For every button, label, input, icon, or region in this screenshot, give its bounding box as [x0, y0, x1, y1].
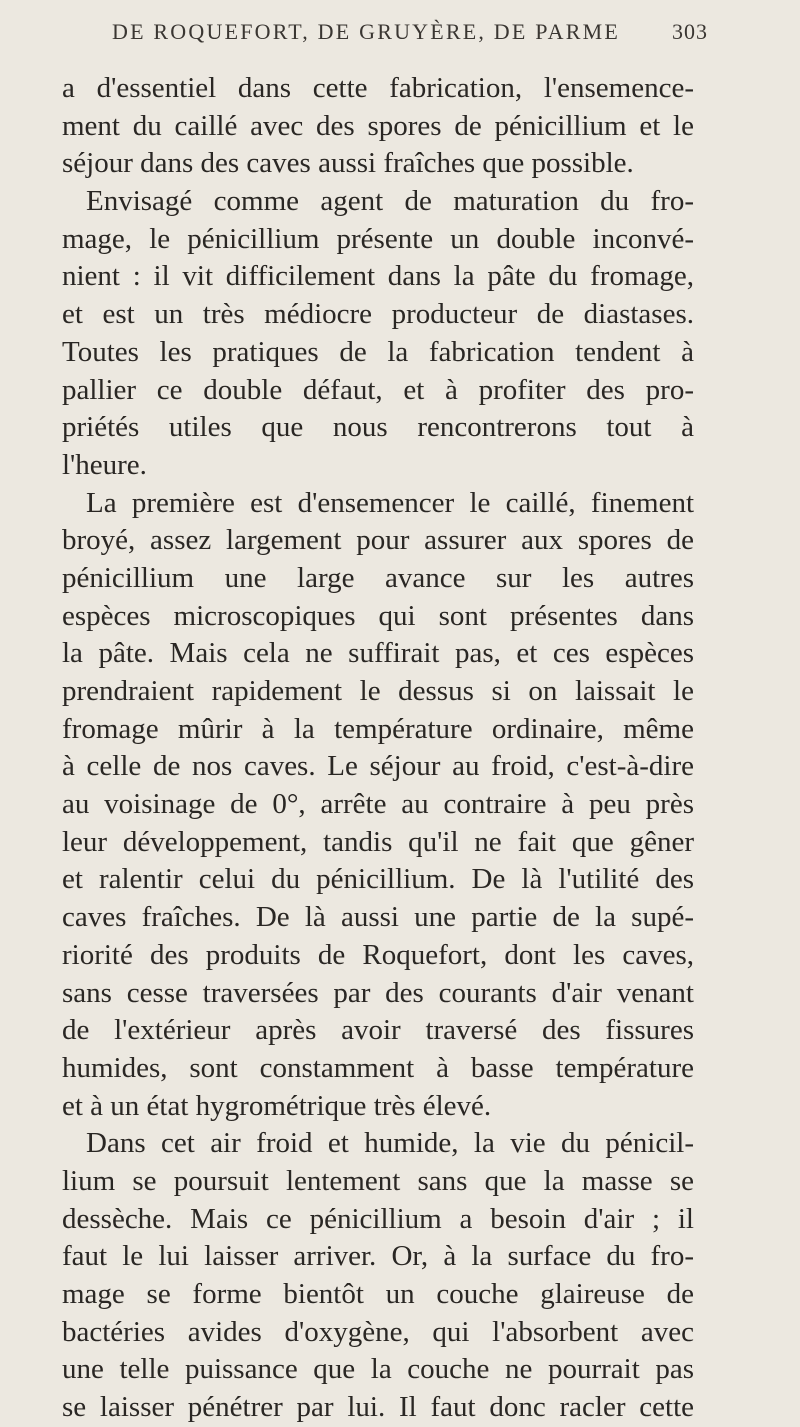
text-line: a d'essentiel dans cette fabrication, l'ensemence- — [62, 72, 694, 104]
text-line: faut le lui laisser arriver. Or, à la surface du fro- — [62, 1240, 694, 1273]
page-number: 303 — [672, 19, 708, 44]
text-line: humides, sont constamment à basse température — [62, 1051, 694, 1084]
text-line: et est un très médiocre producteur de diastases. — [62, 298, 694, 331]
text-line: lium se poursuit lentement sans que la masse se — [62, 1164, 694, 1197]
body-text — [62, 70, 694, 1427]
text-line: riorité des produits de Roquefort, dont les caves, — [62, 938, 694, 971]
text-line: mage se forme bientôt un couche glaireuse de — [62, 1278, 694, 1310]
paragraph — [62, 183, 694, 485]
paragraph — [62, 1125, 694, 1427]
text-line: broyé, assez largement pour assurer aux spores de — [62, 524, 694, 557]
text-line: ment du caillé avec des spores de pénicillium et le — [62, 109, 694, 142]
text-line: et à un état hygrométrique très élevé. — [62, 1089, 492, 1122]
text-line: pallier ce double défaut, et à profiter des pro- — [62, 373, 694, 406]
text-line: la pâte. Mais cela ne suffirait pas, et ces espèces — [62, 637, 694, 670]
text-line: priétés utiles que nous rencontrerons tout à — [62, 411, 694, 444]
text-line: pénicillium une large avance sur les autres — [62, 561, 694, 594]
text-line: mage, le pénicillium présente un double inconvé- — [62, 222, 694, 255]
text-line: espèces microscopiques qui sont présentes dans — [62, 599, 694, 632]
text-line: leur développement, tandis qu'il ne fait que gêner — [62, 825, 694, 858]
text-line: Toutes les pratiques de la fabrication tendent à — [62, 335, 694, 368]
running-head — [112, 12, 708, 52]
text-line: se laisser pénétrer par lui. Il faut donc racler cette — [62, 1391, 694, 1424]
text-line: à celle de nos caves. Le séjour au froid, c'est-à-dire — [62, 750, 694, 783]
text-line: de l'extérieur après avoir traversé des fissures — [62, 1014, 694, 1047]
text-line: Envisagé comme agent de maturation du fro- — [86, 185, 694, 218]
text-line: et ralentir celui du pénicillium. De là l'utilité des — [62, 863, 694, 896]
text-line: fromage mûrir à la température ordinaire, même — [62, 712, 694, 745]
paragraph — [62, 70, 694, 183]
text-line: bactéries avides d'oxygène, qui l'absorbent avec — [62, 1315, 694, 1348]
text-line: une telle puissance que la couche ne pourrait pas — [62, 1353, 694, 1386]
text-line: au voisinage de 0°, arrête au contraire à peu près — [62, 788, 694, 821]
paragraph — [62, 485, 694, 1126]
text-line: Dans cet air froid et humide, la vie du pénicil- — [86, 1127, 694, 1160]
running-title: DE ROQUEFORT, DE GRUYÈRE, DE PARME — [112, 19, 621, 44]
text-line: caves fraîches. De là aussi une partie de la supé- — [62, 901, 694, 934]
text-line: l'heure. — [62, 448, 147, 481]
text-line: dessèche. Mais ce pénicillium a besoin d'air ; il — [62, 1202, 694, 1235]
text-line: prendraient rapidement le dessus si on laissait le — [62, 675, 694, 707]
text-line: La première est d'ensemencer le caillé, finement — [86, 486, 694, 519]
text-line: sans cesse traversées par des courants d'air venant — [62, 976, 694, 1009]
text-line: séjour dans des caves aussi fraîches que possible. — [62, 147, 634, 180]
text-line: nient : il vit difficilement dans la pâte du fromage, — [62, 260, 694, 293]
